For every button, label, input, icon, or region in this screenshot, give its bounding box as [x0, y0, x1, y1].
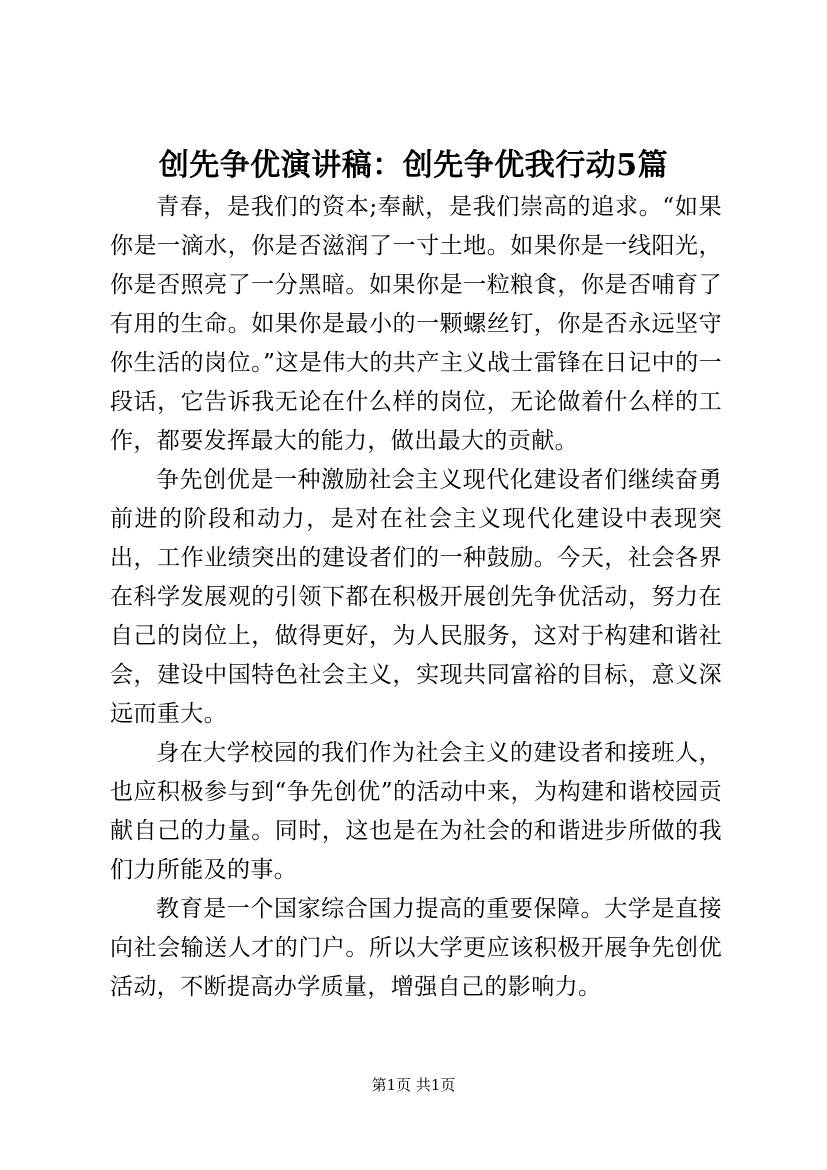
paragraph: 身在大学校园的我们作为社会主义的建设者和接班人，也应积极参与到“争先创优”的活动中来，为构建和谐校园贡献自己的力量。同时，这也是在为社会的和谐进步所做的我们力所能及的事。 [110, 740, 722, 883]
paragraph: 教育是一个国家综合国力提高的重要保障。大学是直接向社会输送人才的门户。所以大学更应该积极开展争先创优活动，不断提高办学质量，增强自己的影响力。 [110, 896, 722, 1000]
page-number-footer: 第1页 共1页 [371, 1076, 456, 1094]
document-title: 创先争优演讲稿：创先争优我行动5篇 [158, 148, 669, 183]
paragraph: 青春，是我们的资本;奉献，是我们崇高的追求。“如果你是一滴水，你是否滋润了一寸土地。如果你是一线阳光，你是否照亮了一分黑暗。如果你是一粒粮食，你是否哺育了有用的生命。如果你是最小的一颗螺丝钉，你是否永远坚守你生活的岗位。”这是伟大的共产主义战士雷锋在日记中的一段话，它告诉我无论在什么样的岗位，无论做着什么样的工作，都要发挥最大的能力，做出最大的贡献。 [110, 194, 722, 454]
document-body [110, 188, 722, 1007]
paragraph: 争先创优是一种激励社会主义现代化建设者们继续奋勇前进的阶段和动力，是对在社会主义现代化建设中表现突出，工作业绩突出的建设者们的一种鼓励。今天，社会各界在科学发展观的引领下都在积极开展创先争优活动，努力在自己的岗位上，做得更好，为人民服务，这对于构建和谐社会，建设中国特色社会主义，实现共同富裕的目标，意义深远而重大。 [110, 467, 722, 727]
